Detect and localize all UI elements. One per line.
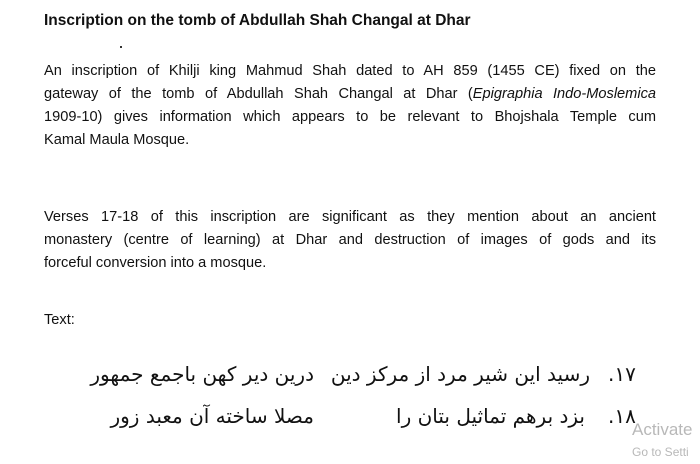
stray-dot <box>120 46 122 48</box>
paragraph-line <box>44 83 656 106</box>
go-to-settings-watermark: Go to Setti <box>632 445 689 459</box>
verse-17-second-half: درین دیر کهن باجمع جمهور <box>90 362 314 386</box>
verse-17-first-half: رسید این شیر مرد از مرکز دین <box>330 362 590 386</box>
verse-18-first-half: بزد برهم تماثیل بتان را <box>396 404 585 428</box>
activate-windows-watermark: Activate <box>632 420 693 439</box>
paragraph-line: Verses 17-18 of this inscription are significant as they mention about an ancient <box>44 209 656 225</box>
paragraph-line: An inscription of Khilji king Mahmud Shah dated to AH 859 (1455 CE) fixed on the <box>44 63 656 79</box>
verse-18-number: ١٨. <box>608 404 636 428</box>
verse-18-second-half: مصلا ساخته آن معبد زور <box>110 404 314 428</box>
journal-title: Epigraphia Indo-Moslemica <box>472 86 656 102</box>
paragraph-line: forceful conversion into a mosque. <box>44 255 267 271</box>
paragraph-line: monastery (centre of learning) at Dhar and destruction of images of gods and its <box>44 232 656 248</box>
verse-17-number: ١٧. <box>608 362 636 386</box>
text-label: Text: <box>44 312 75 328</box>
document-heading: Inscription on the tomb of Abdullah Shah Changal at Dhar <box>44 12 471 29</box>
paragraph-line: Kamal Maula Mosque. <box>44 132 190 148</box>
paragraph-line-text: gateway of the tomb of Abdullah Shah Changal at Dhar ( <box>44 86 473 102</box>
paragraph-line: 1909-10) gives information which appears to be relevant to Bhojshala Temple cum <box>44 109 656 125</box>
paragraph-inscription-intro <box>44 60 656 152</box>
paragraph-verses-significance <box>44 206 656 275</box>
